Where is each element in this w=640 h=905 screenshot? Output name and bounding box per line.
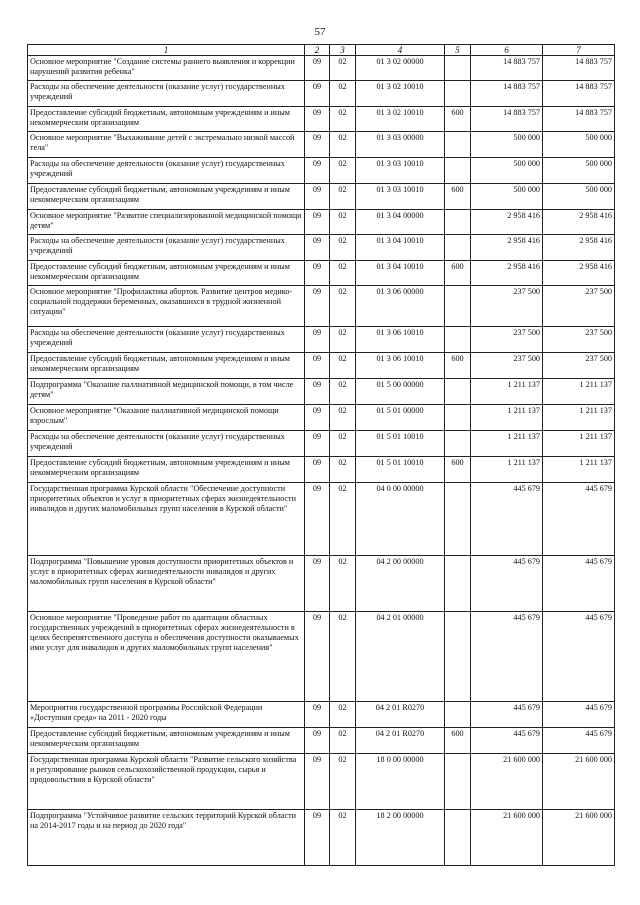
row-value-cell: 09 bbox=[305, 132, 330, 158]
row-value-cell: 500 000 bbox=[471, 132, 543, 158]
row-value-cell: 09 bbox=[305, 353, 330, 379]
row-value-cell: 21 600 000 bbox=[543, 754, 615, 810]
row-value-cell bbox=[445, 810, 471, 866]
row-value-cell: 04 2 00 00000 bbox=[356, 556, 445, 612]
row-value-cell: 02 bbox=[330, 184, 356, 210]
table-row bbox=[28, 431, 615, 457]
row-value-cell: 14 883 757 bbox=[543, 107, 615, 132]
row-value-cell: 02 bbox=[330, 210, 356, 235]
row-value-cell: 02 bbox=[330, 132, 356, 158]
table-row bbox=[28, 107, 615, 132]
row-name-cell: Основное мероприятие "Проведение работ по адаптации областных государственных учреждений в приоритетных сферах жизнедеятельности в целях беспрепятственного доступа и обеспечения доступности оказываемых ими услуг для инвалидов и других маломобильных групп населения" bbox=[28, 612, 305, 702]
row-value-cell: 01 3 02 00000 bbox=[356, 56, 445, 81]
row-value-cell: 09 bbox=[305, 235, 330, 261]
row-name-cell: Расходы на обеспечение деятельности (оказание услуг) государственных учреждений bbox=[28, 158, 305, 184]
table-row bbox=[28, 235, 615, 261]
row-value-cell: 600 bbox=[445, 261, 471, 286]
row-value-cell: 14 883 757 bbox=[471, 56, 543, 81]
row-name-cell: Подпрограмма "Устойчивое развитие сельских территорий Курской области на 2014-2017 годы и на период до 2020 года" bbox=[28, 810, 305, 866]
row-value-cell: 600 bbox=[445, 728, 471, 754]
header-col-1: 1 bbox=[28, 45, 305, 56]
row-value-cell: 09 bbox=[305, 107, 330, 132]
row-value-cell bbox=[445, 132, 471, 158]
row-name-cell: Предоставление субсидий бюджетным, автономным учреждениям и иным некоммерческим организациям bbox=[28, 457, 305, 483]
row-value-cell bbox=[445, 379, 471, 405]
row-value-cell: 237 500 bbox=[471, 353, 543, 379]
row-value-cell: 09 bbox=[305, 184, 330, 210]
row-value-cell: 09 bbox=[305, 81, 330, 107]
row-value-cell bbox=[445, 556, 471, 612]
row-value-cell: 02 bbox=[330, 405, 356, 431]
row-value-cell: 02 bbox=[330, 483, 356, 556]
row-value-cell: 237 500 bbox=[543, 353, 615, 379]
table-row bbox=[28, 327, 615, 353]
header-col-6: 6 bbox=[471, 45, 543, 56]
row-value-cell: 09 bbox=[305, 56, 330, 81]
row-value-cell bbox=[445, 612, 471, 702]
header-col-3: 3 bbox=[330, 45, 356, 56]
row-value-cell: 14 883 757 bbox=[471, 81, 543, 107]
row-value-cell: 09 bbox=[305, 457, 330, 483]
row-value-cell: 01 3 04 10010 bbox=[356, 235, 445, 261]
row-name-cell: Подпрограмма "Оказание паллиативной медицинской помощи, в том числе детям" bbox=[28, 379, 305, 405]
table-row bbox=[28, 612, 615, 702]
table-row bbox=[28, 353, 615, 379]
row-value-cell: 600 bbox=[445, 457, 471, 483]
row-value-cell bbox=[445, 210, 471, 235]
table-row bbox=[28, 379, 615, 405]
row-value-cell: 21 600 000 bbox=[471, 754, 543, 810]
row-value-cell: 2 958 416 bbox=[543, 210, 615, 235]
row-value-cell bbox=[445, 431, 471, 457]
row-value-cell: 09 bbox=[305, 728, 330, 754]
row-value-cell: 01 3 03 10010 bbox=[356, 184, 445, 210]
row-value-cell: 01 5 01 10010 bbox=[356, 457, 445, 483]
row-value-cell: 01 3 02 10010 bbox=[356, 107, 445, 132]
row-value-cell: 2 958 416 bbox=[471, 210, 543, 235]
table-row bbox=[28, 132, 615, 158]
row-value-cell bbox=[445, 327, 471, 353]
row-value-cell: 21 600 000 bbox=[471, 810, 543, 866]
row-name-cell: Предоставление субсидий бюджетным, автономным учреждениям и иным некоммерческим организациям bbox=[28, 184, 305, 210]
row-value-cell: 21 600 000 bbox=[543, 810, 615, 866]
row-value-cell bbox=[445, 286, 471, 327]
row-value-cell: 237 500 bbox=[543, 327, 615, 353]
row-value-cell: 1 211 137 bbox=[471, 431, 543, 457]
row-value-cell bbox=[445, 702, 471, 728]
table-row bbox=[28, 754, 615, 810]
row-value-cell: 02 bbox=[330, 379, 356, 405]
row-value-cell: 01 3 03 10010 bbox=[356, 158, 445, 184]
row-value-cell: 445 679 bbox=[543, 556, 615, 612]
row-value-cell: 18 2 00 00000 bbox=[356, 810, 445, 866]
row-value-cell: 04 2 01 00000 bbox=[356, 612, 445, 702]
row-value-cell: 14 883 757 bbox=[543, 56, 615, 81]
row-name-cell: Расходы на обеспечение деятельности (оказание услуг) государственных учреждений bbox=[28, 81, 305, 107]
row-name-cell: Государственная программа Курской области "Развитие сельского хозяйства и регулирование рынков сельскохозяйственной продукции, сырья и продовольствия в Курской области" bbox=[28, 754, 305, 810]
row-value-cell: 02 bbox=[330, 810, 356, 866]
table-row bbox=[28, 810, 615, 866]
table-row bbox=[28, 286, 615, 327]
row-value-cell: 1 211 137 bbox=[471, 457, 543, 483]
row-value-cell bbox=[445, 235, 471, 261]
row-value-cell: 09 bbox=[305, 210, 330, 235]
row-value-cell: 09 bbox=[305, 327, 330, 353]
row-name-cell: Расходы на обеспечение деятельности (оказание услуг) государственных учреждений bbox=[28, 327, 305, 353]
row-value-cell: 09 bbox=[305, 754, 330, 810]
row-value-cell: 02 bbox=[330, 728, 356, 754]
row-value-cell: 01 3 06 10010 bbox=[356, 327, 445, 353]
row-value-cell: 09 bbox=[305, 810, 330, 866]
row-value-cell: 1 211 137 bbox=[543, 457, 615, 483]
row-value-cell: 600 bbox=[445, 107, 471, 132]
table-row bbox=[28, 728, 615, 754]
row-value-cell: 02 bbox=[330, 327, 356, 353]
row-value-cell: 02 bbox=[330, 158, 356, 184]
row-value-cell: 01 3 06 10010 bbox=[356, 353, 445, 379]
row-name-cell: Предоставление субсидий бюджетным, автономным учреждениям и иным некоммерческим организациям bbox=[28, 353, 305, 379]
row-value-cell: 1 211 137 bbox=[543, 405, 615, 431]
row-value-cell: 02 bbox=[330, 81, 356, 107]
row-value-cell: 445 679 bbox=[471, 483, 543, 556]
row-value-cell: 09 bbox=[305, 286, 330, 327]
row-value-cell: 1 211 137 bbox=[471, 405, 543, 431]
table-body bbox=[28, 56, 615, 866]
row-name-cell: Мероприятия государственной программы Российской Федерации «Доступная среда» на 2011 - 2020 годы bbox=[28, 702, 305, 728]
row-value-cell: 01 3 06 00000 bbox=[356, 286, 445, 327]
row-value-cell bbox=[445, 483, 471, 556]
row-value-cell: 237 500 bbox=[471, 286, 543, 327]
row-value-cell bbox=[445, 158, 471, 184]
row-value-cell: 09 bbox=[305, 431, 330, 457]
row-value-cell: 18 0 00 00000 bbox=[356, 754, 445, 810]
row-value-cell: 02 bbox=[330, 261, 356, 286]
row-value-cell: 04 0 00 00000 bbox=[356, 483, 445, 556]
row-value-cell: 01 5 01 10010 bbox=[356, 431, 445, 457]
row-value-cell: 600 bbox=[445, 184, 471, 210]
row-value-cell: 2 958 416 bbox=[471, 235, 543, 261]
row-value-cell: 09 bbox=[305, 702, 330, 728]
row-value-cell: 445 679 bbox=[543, 702, 615, 728]
row-value-cell: 445 679 bbox=[543, 728, 615, 754]
row-value-cell: 445 679 bbox=[471, 612, 543, 702]
row-name-cell: Подпрограмма "Повышение уровня доступности приоритетных объектов и услуг в приоритетных сферах жизнедеятельности инвалидов и других маломобильных групп населения в Курской области" bbox=[28, 556, 305, 612]
table-row bbox=[28, 457, 615, 483]
table-row bbox=[28, 405, 615, 431]
row-value-cell: 04 2 01 R0270 bbox=[356, 728, 445, 754]
row-value-cell: 1 211 137 bbox=[543, 379, 615, 405]
header-col-7: 7 bbox=[543, 45, 615, 56]
row-value-cell: 445 679 bbox=[471, 556, 543, 612]
table-row bbox=[28, 184, 615, 210]
row-value-cell bbox=[445, 405, 471, 431]
row-name-cell: Предоставление субсидий бюджетным, автономным учреждениям и иным некоммерческим организациям bbox=[28, 107, 305, 132]
row-value-cell: 445 679 bbox=[543, 612, 615, 702]
table-row bbox=[28, 702, 615, 728]
row-value-cell: 09 bbox=[305, 158, 330, 184]
table-row bbox=[28, 81, 615, 107]
row-value-cell: 02 bbox=[330, 56, 356, 81]
row-value-cell: 600 bbox=[445, 353, 471, 379]
row-name-cell: Основное мероприятие "Профилактика абортов. Развитие центров медико-социальной поддержки беременных, оказавшихся в трудной жизненной ситуации" bbox=[28, 286, 305, 327]
row-value-cell: 445 679 bbox=[543, 483, 615, 556]
row-value-cell: 500 000 bbox=[471, 184, 543, 210]
row-name-cell: Основное мероприятие "Выхаживание детей с экстремально низкой массой тела" bbox=[28, 132, 305, 158]
row-value-cell: 02 bbox=[330, 107, 356, 132]
budget-table bbox=[27, 44, 615, 866]
row-value-cell: 04 2 01 R0270 bbox=[356, 702, 445, 728]
row-name-cell: Расходы на обеспечение деятельности (оказание услуг) государственных учреждений bbox=[28, 431, 305, 457]
row-value-cell: 09 bbox=[305, 483, 330, 556]
row-value-cell: 02 bbox=[330, 353, 356, 379]
row-value-cell: 14 883 757 bbox=[471, 107, 543, 132]
row-name-cell: Предоставление субсидий бюджетным, автономным учреждениям и иным некоммерческим организациям bbox=[28, 728, 305, 754]
row-value-cell: 02 bbox=[330, 431, 356, 457]
row-value-cell: 09 bbox=[305, 405, 330, 431]
row-value-cell bbox=[445, 56, 471, 81]
row-value-cell: 09 bbox=[305, 379, 330, 405]
row-value-cell: 09 bbox=[305, 556, 330, 612]
row-value-cell: 09 bbox=[305, 261, 330, 286]
row-name-cell: Основное мероприятие "Оказание паллиативной медицинской помощи взрослым" bbox=[28, 405, 305, 431]
row-value-cell: 2 958 416 bbox=[543, 235, 615, 261]
row-value-cell: 02 bbox=[330, 286, 356, 327]
row-value-cell: 01 3 04 10010 bbox=[356, 261, 445, 286]
row-name-cell: Расходы на обеспечение деятельности (оказание услуг) государственных учреждений bbox=[28, 235, 305, 261]
row-value-cell: 2 958 416 bbox=[543, 261, 615, 286]
header-col-4: 4 bbox=[356, 45, 445, 56]
row-value-cell: 01 3 03 00000 bbox=[356, 132, 445, 158]
row-name-cell: Основное мероприятие "Создание системы раннего выявления и коррекции нарушений развития ребенка" bbox=[28, 56, 305, 81]
header-col-2: 2 bbox=[305, 45, 330, 56]
header-row bbox=[28, 45, 615, 56]
table-row bbox=[28, 56, 615, 81]
row-value-cell: 1 211 137 bbox=[471, 379, 543, 405]
row-name-cell: Государственная программа Курской области "Обеспечение доступности приоритетных объектов и услуг в приоритетных сферах жизнедеятельности инвалидов и других маломобильных групп населения в Курской области" bbox=[28, 483, 305, 556]
row-value-cell: 237 500 bbox=[471, 327, 543, 353]
row-value-cell: 02 bbox=[330, 612, 356, 702]
row-value-cell: 14 883 757 bbox=[543, 81, 615, 107]
row-value-cell: 01 3 04 00000 bbox=[356, 210, 445, 235]
row-value-cell: 500 000 bbox=[543, 158, 615, 184]
table-row bbox=[28, 158, 615, 184]
row-value-cell bbox=[445, 754, 471, 810]
row-value-cell: 01 3 02 10010 bbox=[356, 81, 445, 107]
row-value-cell: 445 679 bbox=[471, 702, 543, 728]
row-value-cell: 500 000 bbox=[543, 132, 615, 158]
row-value-cell bbox=[445, 81, 471, 107]
row-value-cell: 02 bbox=[330, 702, 356, 728]
row-value-cell: 1 211 137 bbox=[543, 431, 615, 457]
row-name-cell: Предоставление субсидий бюджетным, автономным учреждениям и иным некоммерческим организациям bbox=[28, 261, 305, 286]
table-row bbox=[28, 210, 615, 235]
row-value-cell: 02 bbox=[330, 457, 356, 483]
table-row bbox=[28, 556, 615, 612]
row-name-cell: Основное мероприятие "Развитие специализированной медицинской помощи детям" bbox=[28, 210, 305, 235]
row-value-cell: 2 958 416 bbox=[471, 261, 543, 286]
table-row bbox=[28, 483, 615, 556]
row-value-cell: 01 5 01 00000 bbox=[356, 405, 445, 431]
row-value-cell: 237 500 bbox=[543, 286, 615, 327]
row-value-cell: 02 bbox=[330, 556, 356, 612]
table-row bbox=[28, 261, 615, 286]
row-value-cell: 01 5 00 00000 bbox=[356, 379, 445, 405]
page-number: 57 bbox=[314, 26, 326, 38]
row-value-cell: 02 bbox=[330, 754, 356, 810]
row-value-cell: 500 000 bbox=[471, 158, 543, 184]
row-value-cell: 445 679 bbox=[471, 728, 543, 754]
row-value-cell: 500 000 bbox=[543, 184, 615, 210]
row-value-cell: 02 bbox=[330, 235, 356, 261]
header-col-5: 5 bbox=[445, 45, 471, 56]
row-value-cell: 09 bbox=[305, 612, 330, 702]
